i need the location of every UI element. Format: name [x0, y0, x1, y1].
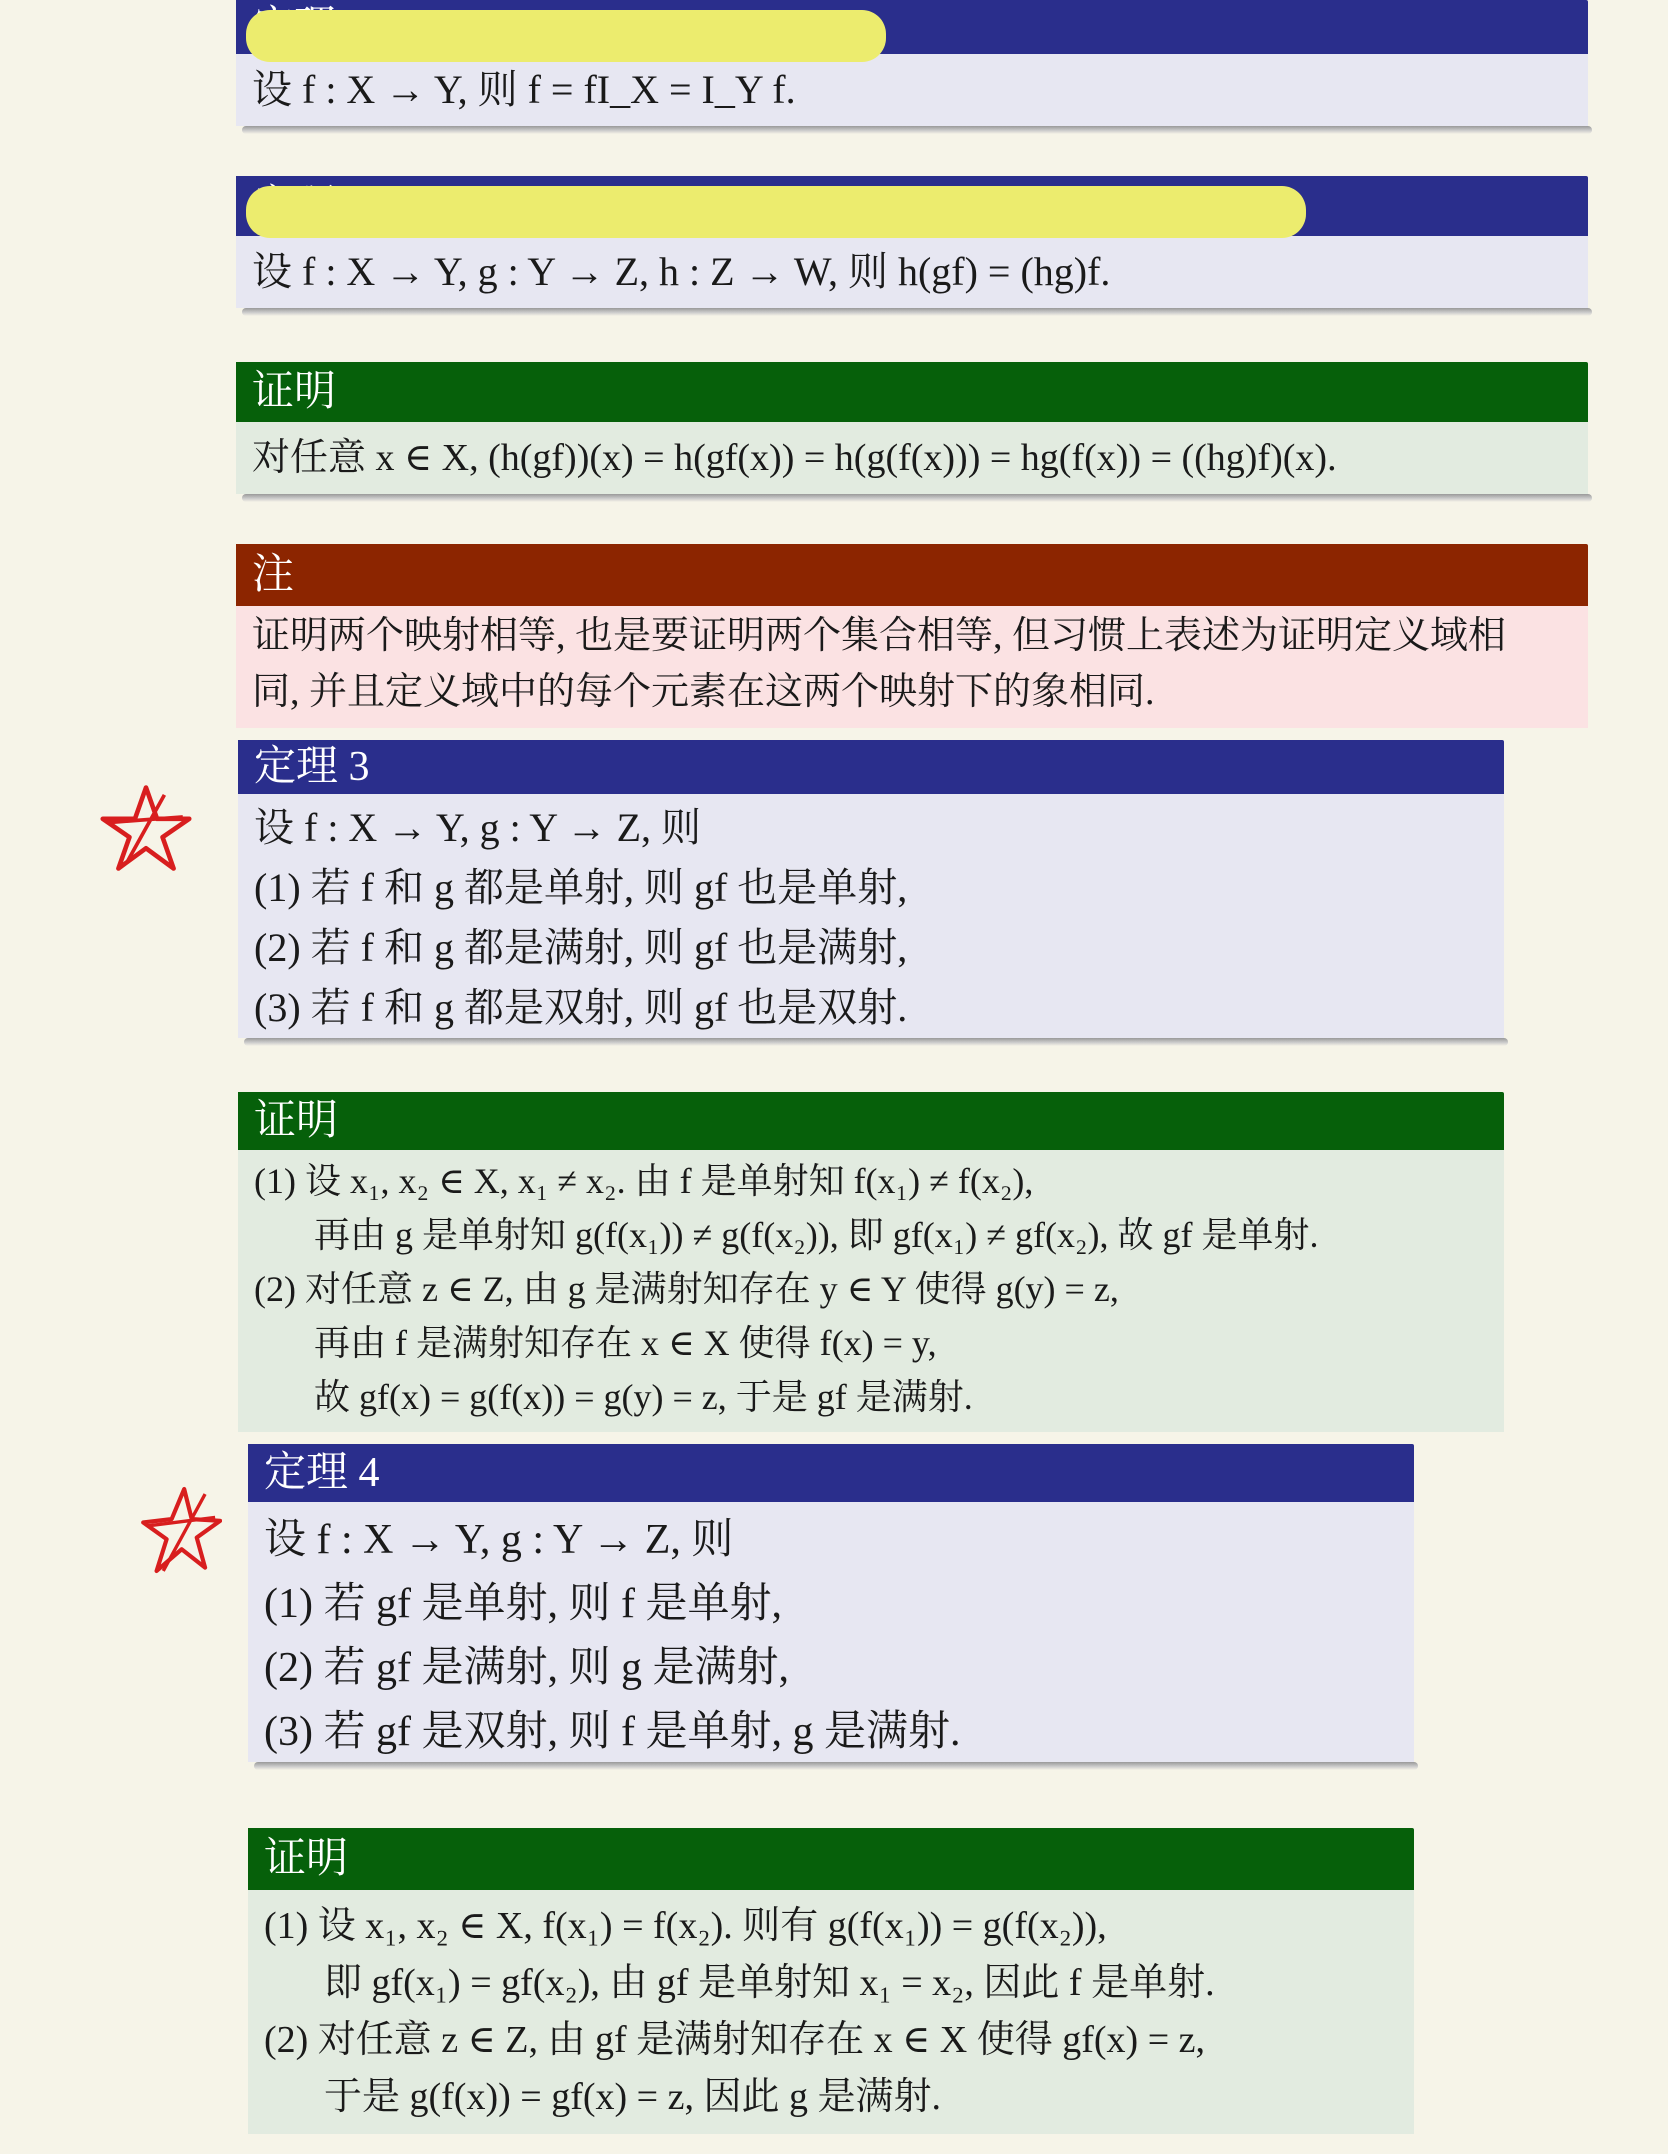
proof-3-line: 再由 f 是满射知存在 x ∈ X 使得 f(x) = y,: [314, 1323, 937, 1363]
theorem-1-box: [236, 0, 1588, 126]
proof-4-line: (2) 对任意 z ∈ Z, 由 gf 是满射知存在 x ∈ X 使得 gf(x) = z,: [264, 2019, 1206, 2061]
proof-3-line: (2) 对任意 z ∈ Z, 由 g 是满射知存在 y ∈ Y 使得 g(y) = z,: [254, 1269, 1119, 1309]
proof-4-box: [248, 1828, 1414, 2134]
star-mark-icon: [100, 782, 192, 874]
theorem-3-line: (3) 若 f 和 g 都是双射, 则 gf 也是双射.: [254, 985, 908, 1030]
proof-3-box: [238, 1092, 1504, 1432]
highlight-mark: [246, 186, 1306, 238]
note-box: [236, 544, 1588, 728]
note-title: 注: [236, 544, 1588, 606]
note-line: 同, 并且定义域中的每个元素在这两个映射下的象相同.: [252, 671, 1155, 713]
proof-2-line: 对任意 x ∈ X, (h(gf))(x) = h(gf(x)) = h(g(f(x))) = hg(f(x)) = ((hg)f)(x).: [252, 437, 1337, 479]
proof-3-title: 证明: [238, 1092, 1504, 1150]
proof-3-line: 故 gf(x) = g(f(x)) = g(y) = z, 于是 gf 是满射.: [314, 1377, 973, 1417]
proof-4-line: 于是 g(f(x)) = gf(x) = z, 因此 g 是满射.: [324, 2076, 941, 2118]
theorem-3-line: (2) 若 f 和 g 都是满射, 则 gf 也是满射,: [254, 925, 908, 970]
theorem-3-box: [238, 740, 1504, 1038]
proof-4-title: 证明: [248, 1828, 1414, 1890]
note-line: 证明两个映射相等, 也是要证明两个集合相等, 但习惯上表述为证明定义域相: [252, 615, 1507, 657]
theorem-2-box: [236, 176, 1588, 308]
proof-3-line: (1) 设 x₁, x₂ ∈ X, x₁ ≠ x₂. 由 f 是单射知 f(x₁) ≠ f(x₂),: [254, 1161, 1034, 1201]
theorem-3-line: 设 f : X → Y, g : Y → Z, 则: [254, 805, 702, 850]
theorem-3-title: 定理 3: [238, 740, 1504, 794]
theorem-4-line: 设 f : X → Y, g : Y → Z, 则: [264, 1517, 734, 1563]
proof-3-line: 再由 g 是单射知 g(f(x₁)) ≠ g(f(x₂)), 即 gf(x₁) ≠ gf(x₂), 故 gf 是单射.: [314, 1215, 1319, 1255]
theorem-1-statement: 设 f : X → Y, 则 f = fI_X = I_Y f.: [252, 67, 796, 112]
theorem-4-title: 定理 4: [248, 1444, 1414, 1502]
theorem-4-line: (1) 若 gf 是单射, 则 f 是单射,: [264, 1581, 782, 1627]
proof-2-box: [236, 362, 1588, 494]
star-mark-icon: [138, 1484, 222, 1576]
highlight-mark: [246, 10, 886, 62]
proof-4-line: 即 gf(x₁) = gf(x₂), 由 gf 是单射知 x₁ = x₂, 因此 f 是单射.: [324, 1962, 1215, 2004]
theorem-4-line: (3) 若 gf 是双射, 则 f 是单射, g 是满射.: [264, 1709, 961, 1755]
proof-2-title: 证明: [236, 362, 1588, 422]
theorem-4-line: (2) 若 gf 是满射, 则 g 是满射,: [264, 1645, 789, 1691]
theorem-2-statement: 设 f : X → Y, g : Y → Z, h : Z → W, 则 h(gf) = (hg)f.: [252, 249, 1111, 294]
theorem-4-box: [248, 1444, 1414, 1762]
theorem-3-line: (1) 若 f 和 g 都是单射, 则 gf 也是单射,: [254, 865, 908, 910]
proof-4-line: (1) 设 x₁, x₂ ∈ X, f(x₁) = f(x₂). 则有 g(f(x₁)) = g(f(x₂)),: [264, 1905, 1107, 1947]
